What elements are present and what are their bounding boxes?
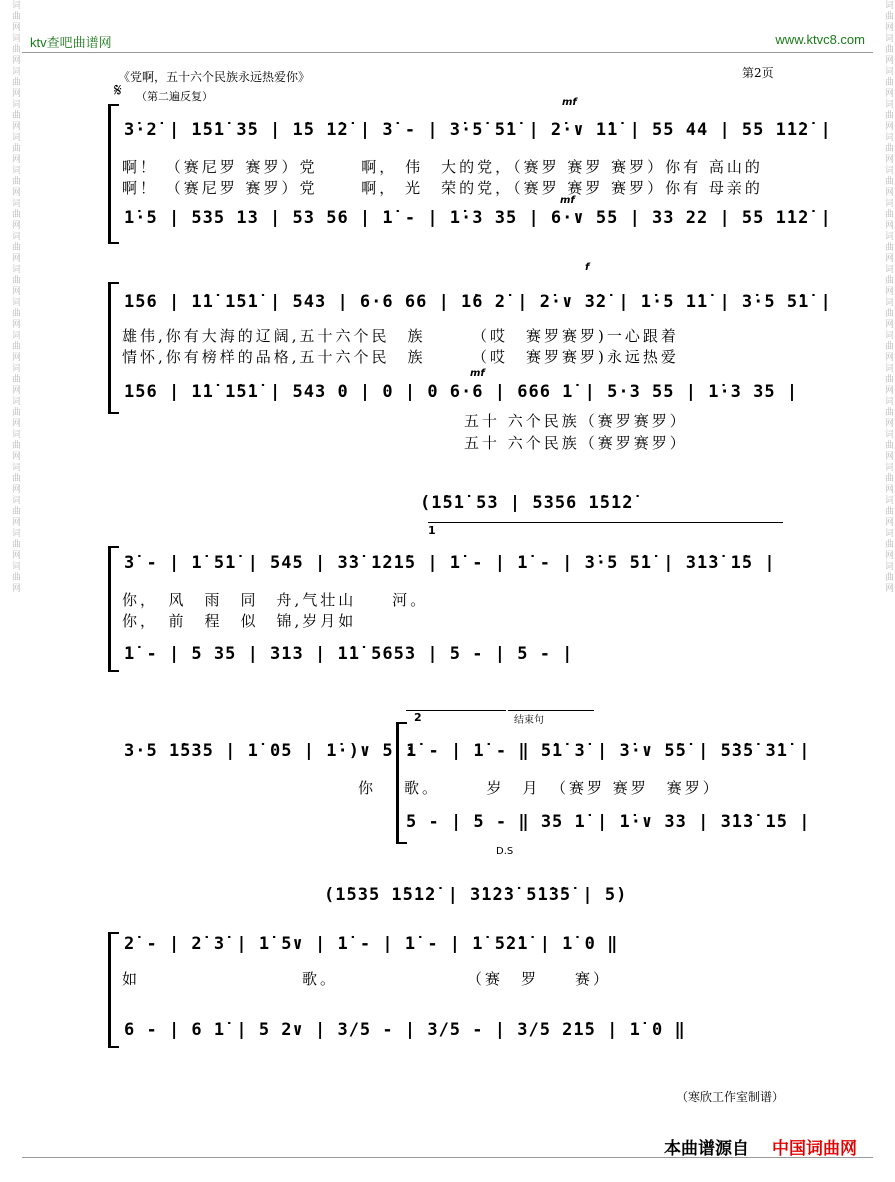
system1-lyric-1: 啊！ （赛尼罗 赛罗）党 啊， 伟 大的党，（赛罗 赛罗 赛罗）你有 高山的 [122, 158, 763, 176]
segno-sign: 𝄋 [114, 80, 122, 101]
system2-lyric-2: 情怀,你有榜样的品格,五十六个民 族 （哎 赛罗赛罗)永远热爱 [122, 348, 679, 366]
system1-bracket [108, 104, 119, 244]
side-watermark-left: 词曲网词曲网词曲网词曲网词曲网词曲网词曲网词曲网词曲网词曲网词曲网词曲网词曲网词曲网词曲网词曲网词曲网词曲网 [10, 0, 20, 594]
dal-segno: D.S [496, 846, 514, 857]
volta-1: 1 [428, 524, 436, 537]
system2-lyric-3: 五十 六个民族（赛罗赛罗） [464, 412, 688, 430]
system1-lyric-2: 啊！ （赛尼罗 赛罗）党 啊， 光 荣的党，（赛罗 赛罗 赛罗）你有 母亲的 [122, 179, 763, 197]
footer-source-label: 本曲谱源自 [664, 1139, 749, 1158]
system5-bracket [108, 932, 119, 1048]
header-divider [22, 52, 873, 53]
system4-upper-pre: 3·5 1̇535 | 1̇ 05 | 1̇·)∨ 5 : [124, 741, 417, 761]
volta-2: 2 [414, 711, 422, 724]
system5-lower-voice: 6 - | 6 1̇ | 5 2∨ | 3/5 - | 3/5 - | 3/5 2̇1̇5 | 1̇ 0 ‖ [124, 1020, 686, 1040]
ending-phrase-label: 结束句 [514, 715, 544, 726]
dynamic-f: f [585, 262, 590, 273]
system4-lower-voice: 5 - | 5 - ‖ 35 1̇ | 1̇·∨ 33 | 3̇1̇3̇ 1̇5 | [406, 812, 811, 832]
system2-lower-voice: 1̇56 | 1̇1̇ 1̇5̇1̇ | 543 0 | 0 | 0 6·6 | 666 1̇ | 5·3 55 | 1̇·3 35 | [124, 382, 799, 402]
song-title: 《党啊，五十六个民族永远热爱你》 [118, 70, 311, 84]
system4-lyric: 歌。 岁 月 （赛罗 赛罗 赛罗） [404, 779, 721, 797]
repeat-note: （第二遍反复） [136, 90, 213, 103]
system2-upper-voice: 1̇56 | 1̇1̇ 1̇5̇1̇ | 543 | 6·6 66 | 1̇6 2̇ | 2̇·∨ 3̇2̇ | 1̇·5 1̇1̇ | 3̇·5 5̇1̇ | [124, 292, 832, 312]
system3-upper-voice: 3̇ - | 1̇ 5̇1̇ | 545 | 3̇3̇ 1̇2̇1̇5 | 1̇ - | 1̇ - | 3̇·5 5̇1̇ | 3̇1̇3̇ 1̇5 | [124, 553, 776, 573]
page-number: 第2页 [742, 66, 774, 80]
system2-lyric-1: 雄伟,你有大海的辽阔,五十六个民 族 （哎 赛罗赛罗)一心跟着 [122, 327, 679, 345]
dynamic-mf: mf [562, 97, 577, 108]
system5-upper-voice: 2̇ - | 2̇ 3̇ | 1̇ 5∨ | 1̇ - | 1̇ - | 1̇ 5̇2̇1̇ | 1̇ 0 ‖ [124, 934, 619, 954]
system5-lyric: 如 歌。 （赛 罗 赛） [122, 970, 612, 988]
dynamic-mf-lower: mf [560, 195, 575, 206]
system1-lower-voice: 1̇·5 | 535 13 | 53 56 | 1̇ - | 1̇·3 35 | 6·∨ 55 | 33 22 | 55 1̇1̇2̇ | [124, 208, 832, 228]
footer-source-site: 中国词曲网 [772, 1139, 857, 1158]
system4-upper-voice: 1̇ - | 1̇ - ‖ 5̇1̇ 3̇ | 3̇·∨ 5̇5̇ | 5̇3̇5̇ 3̇1̇ | [406, 741, 811, 761]
system2-lyric-4: 五十 六个民族（赛罗赛罗） [464, 434, 688, 452]
system3-intro: (1̇5̇1̇ 53 | 5356 1̇5̇1̇2̇ [420, 493, 634, 513]
system3-lyric-2: 你， 前 程 似 锦,岁月如 [122, 612, 357, 630]
system3-lyric-1: 你， 风 雨 同 舟,气壮山 河。 [122, 591, 429, 609]
dynamic-mf-system2: mf [470, 368, 485, 379]
ending-phrase-line [508, 710, 594, 711]
source-site-left: ktv查吧曲谱网 [30, 35, 112, 50]
system5-intro: (1̇535 1̇5̇1̇2̇ | 3̇1̇2̇3̇ 5̇1̇3̇5̇ | 5) [324, 885, 628, 905]
volta-2-line [406, 710, 506, 711]
side-watermark-right: 词曲网词曲网词曲网词曲网词曲网词曲网词曲网词曲网词曲网词曲网词曲网词曲网词曲网词曲网词曲网词曲网词曲网词曲网 [883, 0, 893, 594]
system4-lyric-pre: 你 [358, 779, 377, 797]
system3-bracket [108, 546, 119, 672]
volta-1-line [428, 522, 783, 523]
system3-lower-voice: 1̇ - | 5 35 | 313 | 1̇1̇ 5653 | 5 - | 5 - | [124, 644, 574, 664]
source-site-right: www.ktvc8.com [775, 32, 865, 47]
system1-upper-voice: 3̇·2̇ | 1̇5̇1̇ 3̇5 | 1̇5 1̇2̇ | 3̇ - | 3̇·5̇ 5̇1̇ | 2̇·∨ 1̇1̇ | 55 44 | 55 1̇1̇2̇ | [124, 120, 832, 140]
arranger-credit: （寒欣工作室制谱） [676, 1090, 785, 1104]
system2-bracket [108, 282, 119, 414]
